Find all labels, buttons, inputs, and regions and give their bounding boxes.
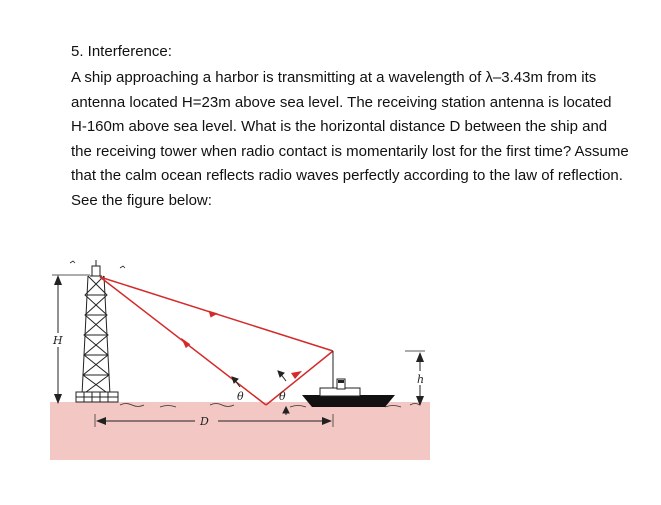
angle-incident-label: θ [237,390,244,403]
ship-height-dimension [405,351,426,406]
problem-text: A ship approaching a harbor is transmitting at a wavelength of λ–3.43m from its antenna located H=23m above sea level. The receiving station antenna is located H-160m above sea level. What is the horizontal distance D between the ship and the receiving tower when radio contact is momentarily lost for the first time? Assume that the calm ocean reflects radio waves perfectly according to the law of reflection. See the figure below: [71,69,629,209]
tower-height-label: H [53,334,63,347]
radio-rays [100,277,333,405]
ship-height-label: h [417,373,425,386]
interference-figure [40,255,440,460]
problem-block [71,42,631,214]
sea-area [50,402,430,460]
tower-height-dimension [49,275,90,404]
angle-reflected-label: θ [279,390,286,403]
problem-heading: 5. Interference: [71,43,172,60]
ray-arrowheads [181,311,302,379]
distance-label: D [200,415,209,428]
figure-svg [40,255,440,460]
ship [302,351,395,407]
